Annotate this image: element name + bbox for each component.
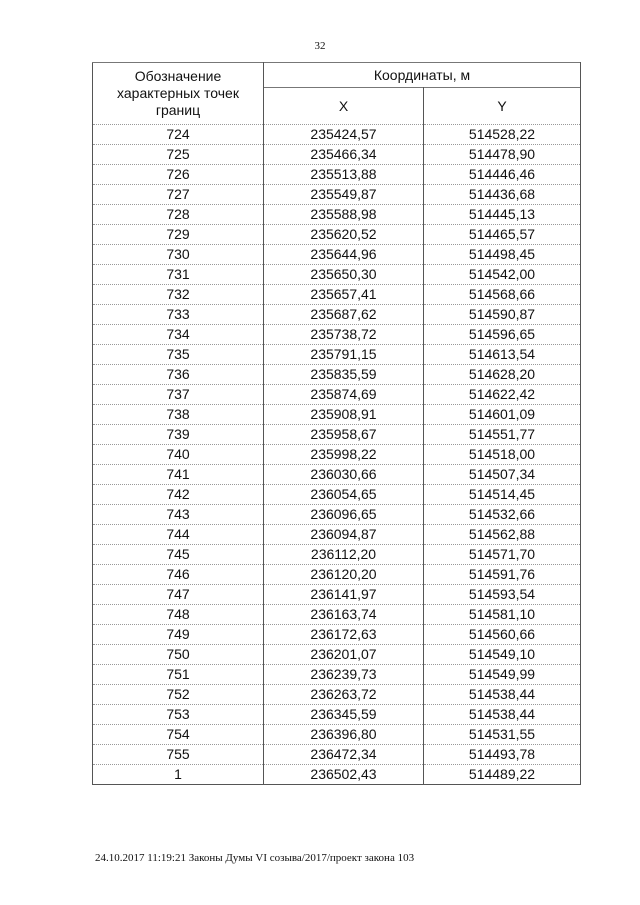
point-cell: 732 — [93, 285, 264, 305]
x-cell: 236472,34 — [264, 745, 424, 765]
y-cell: 514538,44 — [424, 705, 581, 725]
x-cell: 235958,67 — [264, 425, 424, 445]
y-cell: 514446,46 — [424, 165, 581, 185]
x-cell: 236120,20 — [264, 565, 424, 585]
y-cell: 514596,65 — [424, 325, 581, 345]
y-cell: 514445,13 — [424, 205, 581, 225]
y-cell: 514542,00 — [424, 265, 581, 285]
footer-note: 24.10.2017 11:19:21 Законы Думы VI созыва/2017/проект закона 103 — [95, 852, 415, 864]
x-cell: 236263,72 — [264, 685, 424, 705]
point-cell: 733 — [93, 305, 264, 325]
y-cell: 514568,66 — [424, 285, 581, 305]
table-row — [93, 245, 581, 265]
table-row — [93, 745, 581, 765]
point-cell: 746 — [93, 565, 264, 585]
table-row — [93, 225, 581, 245]
table-row — [93, 425, 581, 445]
y-cell: 514532,66 — [424, 505, 581, 525]
y-cell: 514465,57 — [424, 225, 581, 245]
point-cell: 749 — [93, 625, 264, 645]
header-point-label: Обозначение характерных точек границ — [93, 63, 264, 125]
x-cell: 236172,63 — [264, 625, 424, 645]
point-cell: 724 — [93, 125, 264, 145]
y-cell: 514549,10 — [424, 645, 581, 665]
point-cell: 735 — [93, 345, 264, 365]
y-cell: 514562,88 — [424, 525, 581, 545]
x-cell: 236201,07 — [264, 645, 424, 665]
x-cell: 235687,62 — [264, 305, 424, 325]
header-coordinates: Координаты, м — [264, 63, 581, 88]
y-cell: 514549,99 — [424, 665, 581, 685]
table-row — [93, 605, 581, 625]
point-cell: 742 — [93, 485, 264, 505]
y-cell: 514531,55 — [424, 725, 581, 745]
x-cell: 236112,20 — [264, 545, 424, 565]
table-row — [93, 445, 581, 465]
y-cell: 514538,44 — [424, 685, 581, 705]
point-cell: 730 — [93, 245, 264, 265]
y-cell: 514613,54 — [424, 345, 581, 365]
x-cell: 236096,65 — [264, 505, 424, 525]
x-cell: 235620,52 — [264, 225, 424, 245]
x-cell: 236094,87 — [264, 525, 424, 545]
y-cell: 514498,45 — [424, 245, 581, 265]
x-cell: 236345,59 — [264, 705, 424, 725]
point-cell: 734 — [93, 325, 264, 345]
table-row — [93, 725, 581, 745]
table-row — [93, 345, 581, 365]
x-cell: 235738,72 — [264, 325, 424, 345]
table-row — [93, 125, 581, 145]
x-cell: 235791,15 — [264, 345, 424, 365]
point-cell: 728 — [93, 205, 264, 225]
x-cell: 235650,30 — [264, 265, 424, 285]
y-cell: 514551,77 — [424, 425, 581, 445]
table-row — [93, 625, 581, 645]
point-cell: 752 — [93, 685, 264, 705]
point-cell: 743 — [93, 505, 264, 525]
header-x: X — [264, 88, 424, 125]
x-cell: 236054,65 — [264, 485, 424, 505]
y-cell: 514560,66 — [424, 625, 581, 645]
x-cell: 235874,69 — [264, 385, 424, 405]
y-cell: 514601,09 — [424, 405, 581, 425]
table-row — [93, 165, 581, 185]
table-row — [93, 185, 581, 205]
x-cell: 235657,41 — [264, 285, 424, 305]
x-cell: 236502,43 — [264, 765, 424, 785]
x-cell: 235588,98 — [264, 205, 424, 225]
y-cell: 514478,90 — [424, 145, 581, 165]
x-cell: 235549,87 — [264, 185, 424, 205]
table-row — [93, 585, 581, 605]
y-cell: 514489,22 — [424, 765, 581, 785]
table-row — [93, 545, 581, 565]
y-cell: 514528,22 — [424, 125, 581, 145]
coordinates-table — [92, 62, 581, 785]
header-y: Y — [424, 88, 581, 125]
y-cell: 514514,45 — [424, 485, 581, 505]
table-row — [93, 325, 581, 345]
x-cell: 235908,91 — [264, 405, 424, 425]
y-cell: 514593,54 — [424, 585, 581, 605]
x-cell: 236396,80 — [264, 725, 424, 745]
table-row — [93, 405, 581, 425]
x-cell: 235998,22 — [264, 445, 424, 465]
table-row — [93, 685, 581, 705]
y-cell: 514622,42 — [424, 385, 581, 405]
table-row — [93, 285, 581, 305]
x-cell: 236163,74 — [264, 605, 424, 625]
point-cell: 751 — [93, 665, 264, 685]
point-cell: 1 — [93, 765, 264, 785]
x-cell: 235466,34 — [264, 145, 424, 165]
point-cell: 753 — [93, 705, 264, 725]
y-cell: 514581,10 — [424, 605, 581, 625]
point-cell: 729 — [93, 225, 264, 245]
point-cell: 755 — [93, 745, 264, 765]
y-cell: 514591,76 — [424, 565, 581, 585]
table-row — [93, 305, 581, 325]
page-number: 32 — [314, 40, 326, 52]
table-row — [93, 665, 581, 685]
point-cell: 747 — [93, 585, 264, 605]
point-cell: 727 — [93, 185, 264, 205]
y-cell: 514628,20 — [424, 365, 581, 385]
y-cell: 514436,68 — [424, 185, 581, 205]
table-row — [93, 525, 581, 545]
point-cell: 740 — [93, 445, 264, 465]
point-cell: 748 — [93, 605, 264, 625]
table-row — [93, 565, 581, 585]
table-body — [93, 125, 581, 785]
point-cell: 737 — [93, 385, 264, 405]
y-cell: 514590,87 — [424, 305, 581, 325]
table-row — [93, 705, 581, 725]
table-row — [93, 265, 581, 285]
table-row — [93, 365, 581, 385]
table-row — [93, 145, 581, 165]
point-cell: 744 — [93, 525, 264, 545]
point-cell: 725 — [93, 145, 264, 165]
point-cell: 745 — [93, 545, 264, 565]
x-cell: 236239,73 — [264, 665, 424, 685]
table-row — [93, 385, 581, 405]
point-cell: 754 — [93, 725, 264, 745]
x-cell: 236030,66 — [264, 465, 424, 485]
x-cell: 235644,96 — [264, 245, 424, 265]
x-cell: 236141,97 — [264, 585, 424, 605]
point-cell: 739 — [93, 425, 264, 445]
table-row — [93, 645, 581, 665]
point-cell: 738 — [93, 405, 264, 425]
y-cell: 514493,78 — [424, 745, 581, 765]
table-row — [93, 465, 581, 485]
table-row — [93, 205, 581, 225]
y-cell: 514571,70 — [424, 545, 581, 565]
y-cell: 514507,34 — [424, 465, 581, 485]
x-cell: 235424,57 — [264, 125, 424, 145]
table-row — [93, 485, 581, 505]
point-cell: 750 — [93, 645, 264, 665]
table-row — [93, 765, 581, 785]
x-cell: 235835,59 — [264, 365, 424, 385]
point-cell: 736 — [93, 365, 264, 385]
y-cell: 514518,00 — [424, 445, 581, 465]
point-cell: 731 — [93, 265, 264, 285]
point-cell: 741 — [93, 465, 264, 485]
table-row — [93, 505, 581, 525]
point-cell: 726 — [93, 165, 264, 185]
x-cell: 235513,88 — [264, 165, 424, 185]
